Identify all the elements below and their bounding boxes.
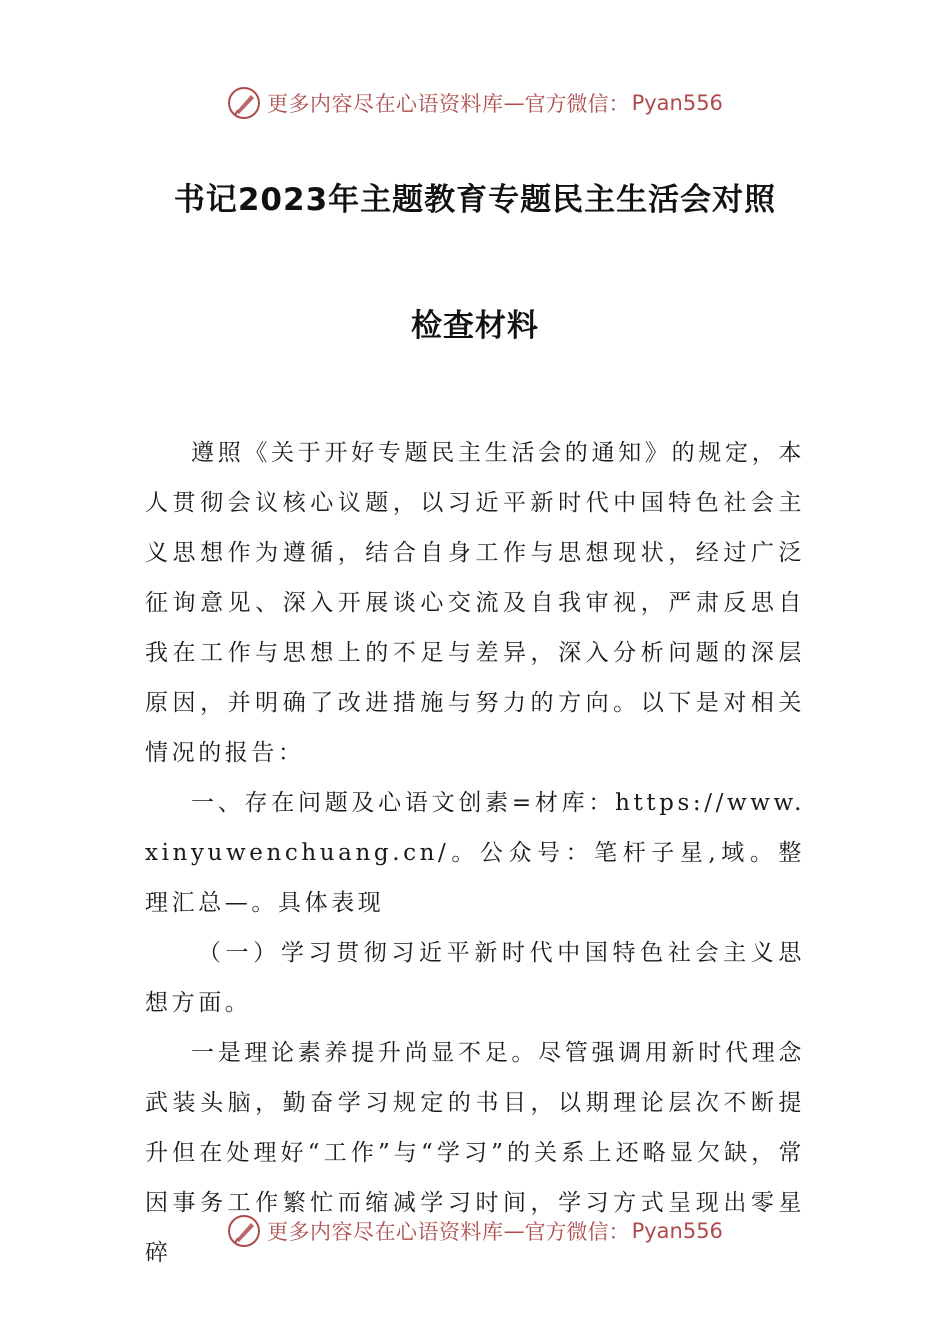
document-title-line-1: 书记2023年主题教育专题民主生活会对照	[173, 182, 777, 218]
footer-watermark-banner	[0, 1206, 950, 1256]
point-one-paragraph: 一是理论素养提升尚显不足。尽管强调用新时代理念武装头脑，勤奋学习规定的书目，以期理论层次不断提升但在处理好“工作”与“学习”的关系上还略显欠缺，常因事务工作繁忙而缩减学习时间，学习方式呈现出零星碎	[145, 1040, 805, 1266]
quill-pen-icon	[227, 1214, 261, 1248]
document-body	[145, 428, 805, 1278]
header-watermark-banner	[0, 78, 950, 128]
intro-paragraph: 遵照《关于开好专题民主生活会的通知》的规定，本人贯彻会议核心议题，以习近平新时代中国特色社会主义思想作为遵循，结合自身工作与思想现状，经过广泛征询意见、深入开展谈心交流及自我审视，严肃反思自我在工作与思想上的不足与差异，深入分析问题的深层原因，并明确了改进措施与努力的方向。以下是对相关情况的报告：	[145, 440, 805, 766]
banner-dash: —	[503, 1219, 525, 1243]
banner-contact-label: 官方微信：	[524, 1220, 630, 1244]
banner-contact-label: 官方微信：	[524, 92, 630, 116]
section-heading-paragraph: 一、存在问题及心语文创素=材库：https://www.xinyuwenchuang.cn/。公众号：笔杆子星,域。整理汇总—。具体表现	[145, 790, 805, 916]
banner-brand-text: 更多内容尽在心语资料库	[267, 1220, 504, 1244]
document-title-line-2: 检查材料	[411, 308, 539, 344]
subsection-heading: （一）学习贯彻习近平新时代中国特色社会主义思想方面。	[145, 940, 805, 1016]
quill-pen-icon	[227, 86, 261, 120]
banner-dash: —	[503, 91, 525, 115]
banner-contact-id: Pyan556	[631, 1219, 723, 1243]
banner-contact-id: Pyan556	[631, 91, 723, 115]
banner-brand-text: 更多内容尽在心语资料库	[267, 92, 504, 116]
